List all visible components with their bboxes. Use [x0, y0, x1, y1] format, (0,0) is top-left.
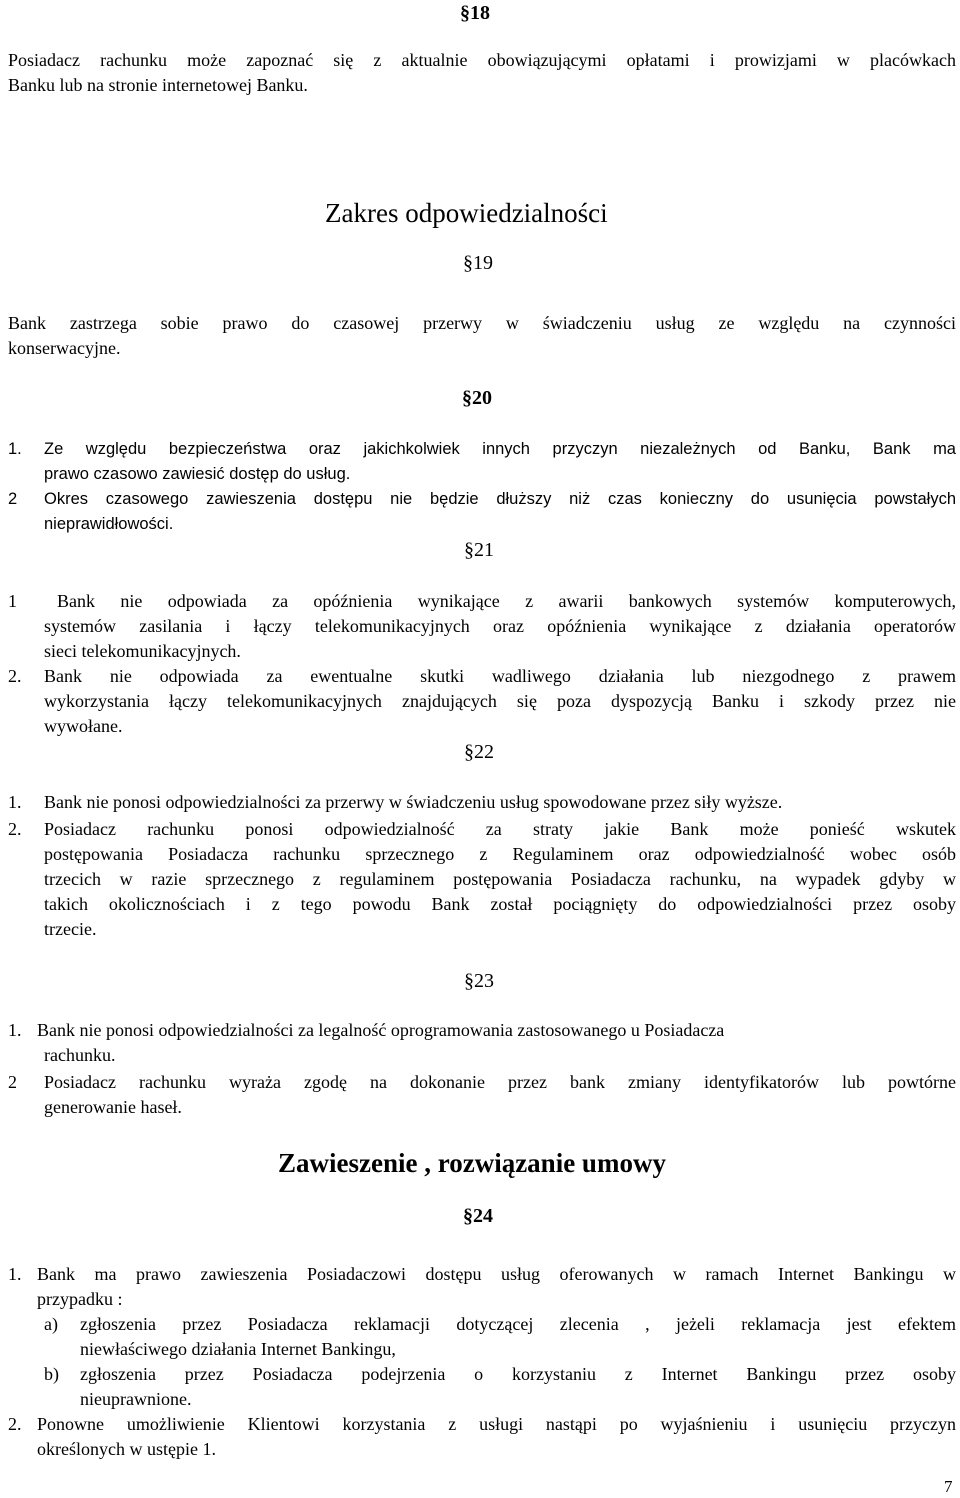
section-24-subitem-a-line-1: zgłoszenia przez Posiadacza reklamacji dotyczącej zlecenia , jeżeli reklamacja jest efektem: [80, 1314, 956, 1334]
section-19-number: §19: [463, 252, 493, 274]
section-22-item-2-line-4: takich okolicznościach i z tego powodu Bank został pociągnięty do odpowiedzialności przez osoby: [44, 894, 956, 914]
section-24-item-2-number: 2.: [8, 1414, 22, 1434]
section-23-item-1-line-1: Bank nie ponosi odpowiedzialności za legalność oprogramowania zastosowanego u Posiadacza: [37, 1020, 725, 1040]
paragraph-18-line-1: Posiadacz rachunku może zapoznać się z aktualnie obowiązującymi opłatami i prowizjami w placówkach: [8, 50, 956, 70]
section-22-item-1-line-1: Bank nie ponosi odpowiedzialności za przerwy w świadczeniu usług spowodowane przez siły wyższe.: [44, 792, 783, 812]
section-21-item-2-line-2: wykorzystania łączy telekomunikacyjnych znajdujących się poza dyspozycją Banku i szkody przez nie: [44, 691, 956, 711]
section-24-subitem-b-line-2: nieuprawnione.: [80, 1389, 192, 1409]
section-20-item-1-line-2: prawo czasowo zawiesić dostęp do usług.: [44, 465, 351, 483]
page-number: 7: [944, 1477, 953, 1496]
paragraph-18-line-2: Banku lub na stronie internetowej Banku.: [8, 75, 308, 95]
section-24-number: §24: [463, 1205, 493, 1227]
section-21-item-1-line-1: Bank nie odpowiada za opóźnienia wynikające z awarii bankowych systemów komputerowych,: [57, 591, 956, 611]
section-23-item-1-number: 1.: [8, 1020, 22, 1040]
paragraph-19-line-2: konserwacyjne.: [8, 338, 121, 358]
section-20-number: §20: [462, 387, 492, 409]
section-20-item-2-line-1: Okres czasowego zawieszenia dostępu nie będzie dłuższy niż czas konieczny do usunięcia powstałych: [44, 490, 956, 508]
section-22-item-2-line-2: postępowania Posiadacza rachunku sprzecznego z Regulaminem oraz odpowiedzialność wobec osób: [44, 844, 956, 864]
heading-zakres-odpowiedzialnosci: Zakres odpowiedzialności: [325, 198, 608, 228]
section-22-item-2-number: 2.: [8, 819, 22, 839]
section-24-item-2-line-1: Ponowne umożliwienie Klientowi korzystania z usługi nastąpi po wyjaśnieniu i usunięciu przyczyn: [37, 1414, 956, 1434]
section-22-item-2-line-1: Posiadacz rachunku ponosi odpowiedzialność za straty jakie Bank może ponieść wskutek: [44, 819, 956, 839]
section-23-item-2-number: 2: [8, 1072, 17, 1092]
section-20-item-2-line-2: nieprawidłowości.: [44, 515, 174, 533]
section-22-item-2-line-3: trzecich w razie sprzecznego z regulaminem postępowania Posiadacza rachunku, na wypadek gdyby w: [44, 869, 956, 889]
section-24-subitem-b-line-1: zgłoszenia przez Posiadacza podejrzenia o korzystaniu z Internet Bankingu przez osoby: [80, 1364, 956, 1384]
heading-zawieszenie-rozwiazanie-umowy: Zawieszenie , rozwiązanie umowy: [278, 1148, 666, 1178]
section-24-item-1-line-1: Bank ma prawo zawieszenia Posiadaczowi dostępu usług oferowanych w ramach Internet Bankingu w: [37, 1264, 956, 1284]
section-22-item-2-line-5: trzecie.: [44, 919, 97, 939]
section-21-item-2-line-3: wywołane.: [44, 716, 123, 736]
section-21-item-2-number: 2.: [8, 666, 22, 686]
section-23-item-1-line-2: rachunku.: [44, 1045, 116, 1065]
section-24-item-2-line-2: określonych w ustępie 1.: [37, 1439, 216, 1459]
section-21-item-2-line-1: Bank nie odpowiada za ewentualne skutki wadliwego działania lub niezgodnego z prawem: [44, 666, 956, 686]
section-20-item-1-line-1: Ze względu bezpieczeństwa oraz jakichkolwiek innych przyczyn niezależnych od Banku, Bank ma: [44, 440, 956, 458]
section-23-number: §23: [464, 970, 494, 992]
section-22-item-1-number: 1.: [8, 792, 22, 812]
paragraph-19-line-1: Bank zastrzega sobie prawo do czasowej przerwy w świadczeniu usług ze względu na czynności: [8, 313, 956, 333]
section-20-item-1-number: 1.: [8, 440, 22, 458]
section-21-item-1-line-3: sieci telekomunikacyjnych.: [44, 641, 241, 661]
section-24-item-1-line-2: przypadku :: [37, 1289, 123, 1309]
section-24-subitem-b-letter: b): [44, 1364, 59, 1384]
section-24-item-1-number: 1.: [8, 1264, 22, 1284]
section-24-subitem-a-letter: a): [44, 1314, 58, 1334]
section-18-number: §18: [460, 2, 490, 24]
section-20-item-2-number: 2: [8, 490, 18, 508]
section-23-item-2-line-2: generowanie haseł.: [44, 1097, 182, 1117]
section-24-subitem-a-line-2: niewłaściwego działania Internet Bankingu,: [80, 1339, 396, 1359]
section-21-number: §21: [464, 539, 494, 561]
section-23-item-2-line-1: Posiadacz rachunku wyraża zgodę na dokonanie przez bank zmiany identyfikatorów lub powtórne: [44, 1072, 956, 1092]
section-21-item-1-line-2: systemów zasilania i łączy telekomunikacyjnych oraz opóźnienia wynikające z działania operatorów: [44, 616, 956, 636]
section-21-item-1-number: 1: [8, 591, 17, 611]
section-22-number: §22: [464, 741, 494, 763]
